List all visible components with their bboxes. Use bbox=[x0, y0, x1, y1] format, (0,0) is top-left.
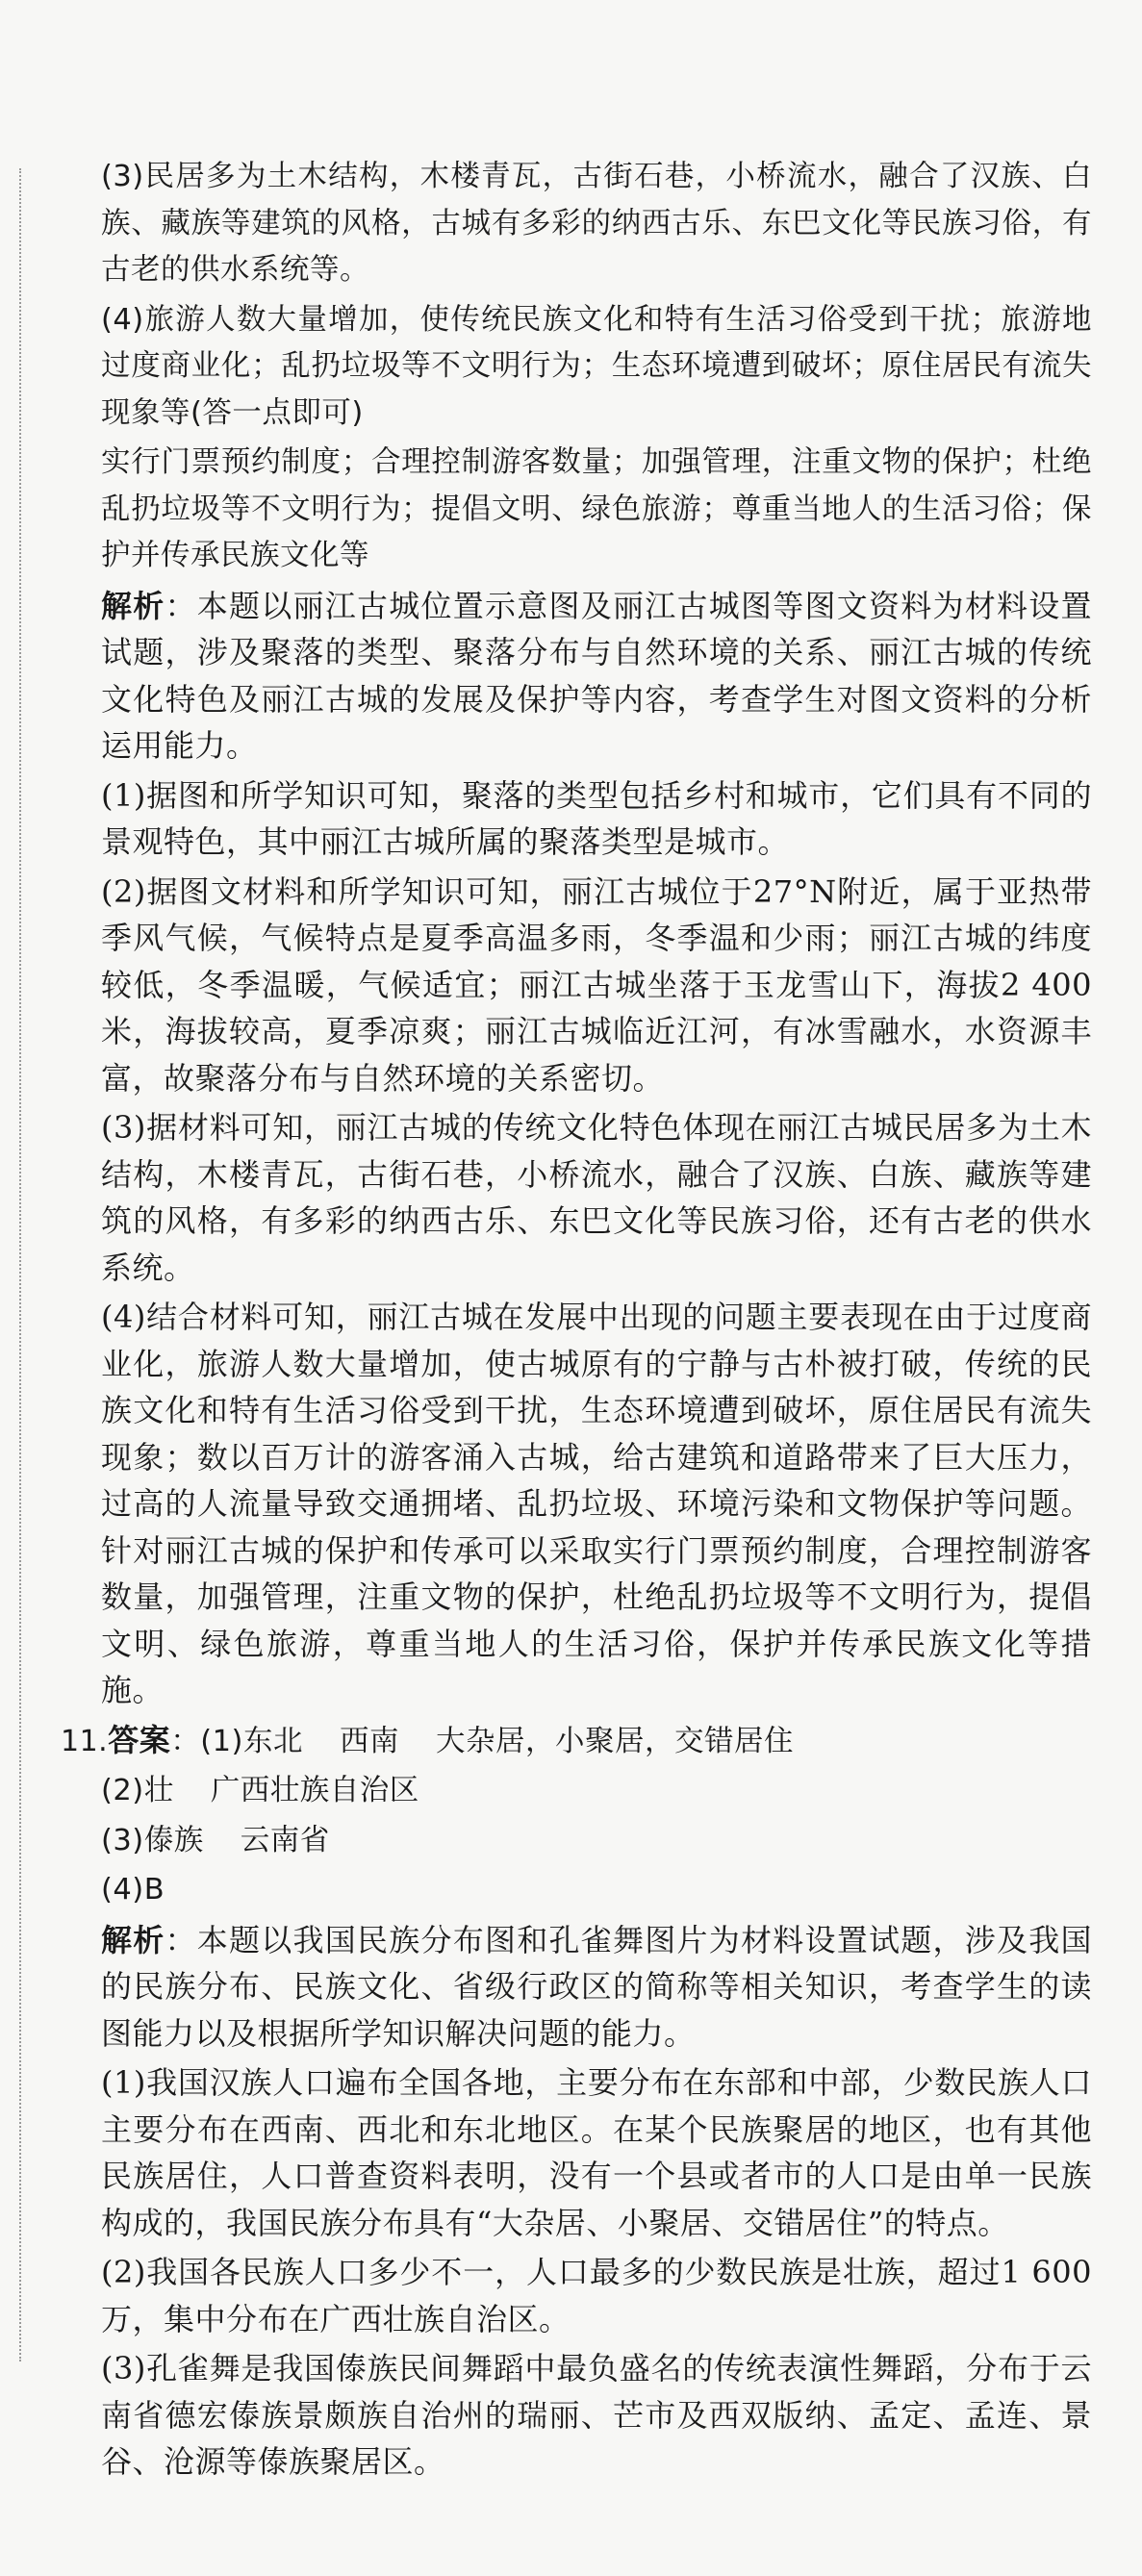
analysis-q11-1: (1)我国汉族人口遍布全国各地，主要分布在东部和中部，少数民族人口主要分布在西南、西北和东北地区。在某个民族聚居的地区，也有其他民族居住，人口普查资料表明，没有一个县或者市的人口是由单一民族构成的，我国民族分布具有“大杂居、小聚居、交错居住”的特点。 bbox=[101, 2064, 1092, 2241]
analysis-text: ：本题以丽江古城位置示意图及丽江古城图等图文资料为材料设置试题，涉及聚落的类型、聚落分布与自然环境的关系、丽江古城的传统文化特色及丽江古城的发展及保护等内容，考查学生对图文资料的分析运用能力。 bbox=[101, 587, 1092, 764]
answer-3b: 云南省 bbox=[240, 1823, 330, 1857]
analysis-q10-4: (4)结合材料可知，丽江古城在发展中出现的问题主要表现在由于过度商业化，旅游人数大量增加，使古城原有的宁静与古朴被打破，传统的民族文化和特有生活习俗受到干扰，生态环境遭到破坏，原住居民有流失现象；数以百万计的游客涌入古城，给古建筑和道路带来了巨大压力，过高的人流量导致交通拥堵、乱扔垃圾、环境污染和文物保护等问题。针对丽江古城的保护和传承可以采取实行门票预约制度，合理控制游客数量，加强管理，注重文物的保护，杜绝乱扔垃圾等不文明行为，提倡文明、绿色旅游，尊重当地人的生活习俗，保护并传承民族文化等措施。 bbox=[101, 1299, 1092, 1708]
analysis-label: 解析 bbox=[101, 587, 165, 624]
analysis-q11-intro bbox=[101, 1917, 1092, 2058]
answer-2a: (2)壮 bbox=[101, 1774, 174, 1807]
analysis-q10-2: (2)据图文材料和所学知识可知，丽江古城位于27°N附近，属于亚热带季风气候，气候特点是夏季高温多雨，冬季温和少雨；丽江古城的纬度较低，冬季温暖，气候适宜；丽江古城坐落于玉龙雪山下，海拔2 400米，海拔较高，夏季凉爽；丽江古城临近江河，有冰雪融水，水资源丰富，故聚落分布与自然环境的关系密切。 bbox=[101, 872, 1092, 1097]
analysis-label: 解析 bbox=[101, 1921, 165, 1958]
analysis-q10-intro bbox=[101, 583, 1092, 770]
analysis-text: ：本题以我国民族分布图和孔雀舞图片为材料设置试题，涉及我国的民族分布、民族文化、省级行政区的简称等相关知识，考查学生的读图能力以及根据所学知识解决问题的能力。 bbox=[101, 1921, 1092, 2052]
q11-answer-line-4: (4)B bbox=[101, 1873, 165, 1907]
answer-content bbox=[61, 154, 1092, 2486]
answer-3a: (3)傣族 bbox=[101, 1823, 204, 1857]
q11-answer-line-3 bbox=[101, 1818, 1092, 1865]
answer-q10-3: (3)民居多为土木结构，木楼青瓦，古街石巷，小桥流水，融合了汉族、白族、藏族等建筑的风格，古城有多彩的纳西古乐、东巴文化等民族习俗，有古老的供水系统等。 bbox=[101, 160, 1092, 287]
answer-q10-4-measures: 实行门票预约制度；合理控制游客数量；加强管理，注重文物的保护；杜绝乱扔垃圾等不文明行为；提倡文明、绿色旅游；尊重当地人的生活习俗；保护并传承民族文化等 bbox=[101, 445, 1092, 572]
q11-answer-line-2 bbox=[101, 1768, 1092, 1815]
answer-2b: 广西壮族自治区 bbox=[210, 1774, 419, 1807]
analysis-q11-3: (3)孔雀舞是我国傣族民间舞蹈中最负盛名的传统表演性舞蹈，分布于云南省德宏傣族景颇族自治州的瑞丽、芒市及西双版纳、孟定、孟连、景谷、沧源等傣族聚居区。 bbox=[101, 2350, 1092, 2480]
analysis-q10-1: (1)据图和所学知识可知，聚落的类型包括乡村和城市，它们具有不同的景观特色，其中丽江古城所属的聚落类型是城市。 bbox=[101, 776, 1092, 860]
answer-1b: 西南 bbox=[339, 1724, 399, 1758]
question-number: 11. bbox=[61, 1724, 109, 1758]
margin-dotted-line bbox=[19, 168, 21, 2361]
analysis-q11-2: (2)我国各民族人口多少不一，人口最多的少数民族是壮族，超过1 600万，集中分布在广西壮族自治区。 bbox=[101, 2254, 1092, 2337]
answer-label: 答案 bbox=[108, 1721, 171, 1758]
analysis-q10-3: (3)据材料可知，丽江古城的传统文化特色体现在丽江古城民居多为土木结构，木楼青瓦，古街石巷，小桥流水，融合了汉族、白族、藏族等建筑的风格，有多彩的纳西古乐、东巴文化等民族习俗，还有古老的供水系统。 bbox=[101, 1109, 1092, 1286]
answer-1c: 大杂居，小聚居，交错居住 bbox=[435, 1724, 794, 1758]
answer-q10-4-problems: (4)旅游人数大量增加，使传统民族文化和特有生活习俗受到干扰；旅游地过度商业化；乱扔垃圾等不文明行为；生态环境遭到破坏；原住居民有流失现象等(答一点即可) bbox=[101, 302, 1092, 430]
answer-1a: ：(1)东北 bbox=[170, 1724, 303, 1758]
q11-answer-line-1 bbox=[61, 1717, 1092, 1766]
